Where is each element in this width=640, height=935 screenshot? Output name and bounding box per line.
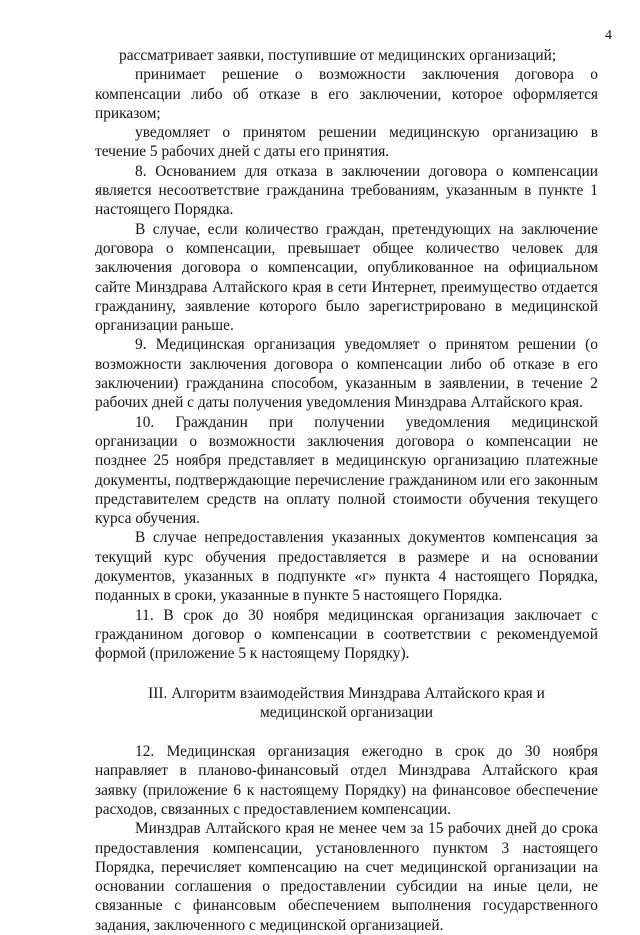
paragraph-makes-decision: принимает решение о возможности заключения договора о компенсации либо об отказе в его заключении, которое оформляется приказом; xyxy=(95,66,598,122)
paragraph-item-12: 12. Медицинская организация ежегодно в срок до 30 ноября направляет в планово-финансовый отдел Минздрава Алтайского края заявку (приложение 6 к настоящему Порядку) на финансовое обеспечение расходов, связанных с предоставлением компенсации. xyxy=(95,743,598,818)
paragraph-item-8: 8. Основанием для отказа в заключении договора о компенсации является несоответствие гражданина требованиям, указанным в пункте 1 настоящего Порядка. xyxy=(95,162,598,219)
paragraph-item-9: 9. Медицинская организация уведомляет о принятом решении (о возможности заключения договора о компенсации либо об отказе в его заключении) гражданина способом, указанным в заявлении, в течение 2 рабочих дней с даты получения уведомления Минздрава Алтайского края. xyxy=(95,336,598,412)
page-body xyxy=(95,46,598,935)
page-number: 4 xyxy=(605,28,612,43)
paragraph-item-11: 11. В срок до 30 ноября медицинская организация заключает с гражданином договор о компенсации в соответствии с рекомендуемой формой (приложение 5 к настоящему Порядку). xyxy=(95,606,598,663)
paragraph-item-10-nonsubmission: В случае непредоставления указанных документов компенсация за текущий курс обучения предоставляется в размере и на основании документов, указанных в подпункте «г» пункта 4 настоящего Порядка, поданных в сроки, указанные в пункте 5 настоящего Порядка. xyxy=(95,529,598,605)
section-heading: III. Алгоритм взаимодействия Минздрава Алтайского края и медицинской организации xyxy=(148,684,545,721)
paragraph-item-12-transfer: Минздрав Алтайского края не менее чем за 15 рабочих дней до срока предоставления компенсации, установленного пунктом 3 настоящего Порядка, перечисляет компенсацию на счет медицинской организации на основании соглашения о предоставлении субсидии на иные цели, не связанные с финансовым обеспечением выполнения государственного задания, заключенного с медицинской организацией. xyxy=(95,820,598,934)
paragraph-item-8-priority: В случае, если количество граждан, претендующих на заключение договора о компенсации, превышает общее количество человек для заключения договора о компенсации, опубликованное на официальном сайте Минздрава Алтайского края в сети Интернет, преимущество отдается гражданину, заявление которого было зарегистрировано в медицинской организации раньше. xyxy=(95,220,598,335)
paragraph-reviews-applications: рассматривает заявки, поступившие от медицинских организаций; xyxy=(119,47,557,64)
paragraph-item-10: 10. Гражданин при получении уведомления медицинской организации о возможности заключения договора о компенсации не позднее 25 ноября представляет в медицинскую организацию платежные документы, подтверждающие перечисление гражданином или его законным представителем средств на оплату полной стоимости обучения текущего курса обучения. xyxy=(95,413,598,528)
paragraph-notifies-organization: уведомляет о принятом решении медицинскую организацию в течение 5 рабочих дней с даты его принятия. xyxy=(95,124,598,161)
